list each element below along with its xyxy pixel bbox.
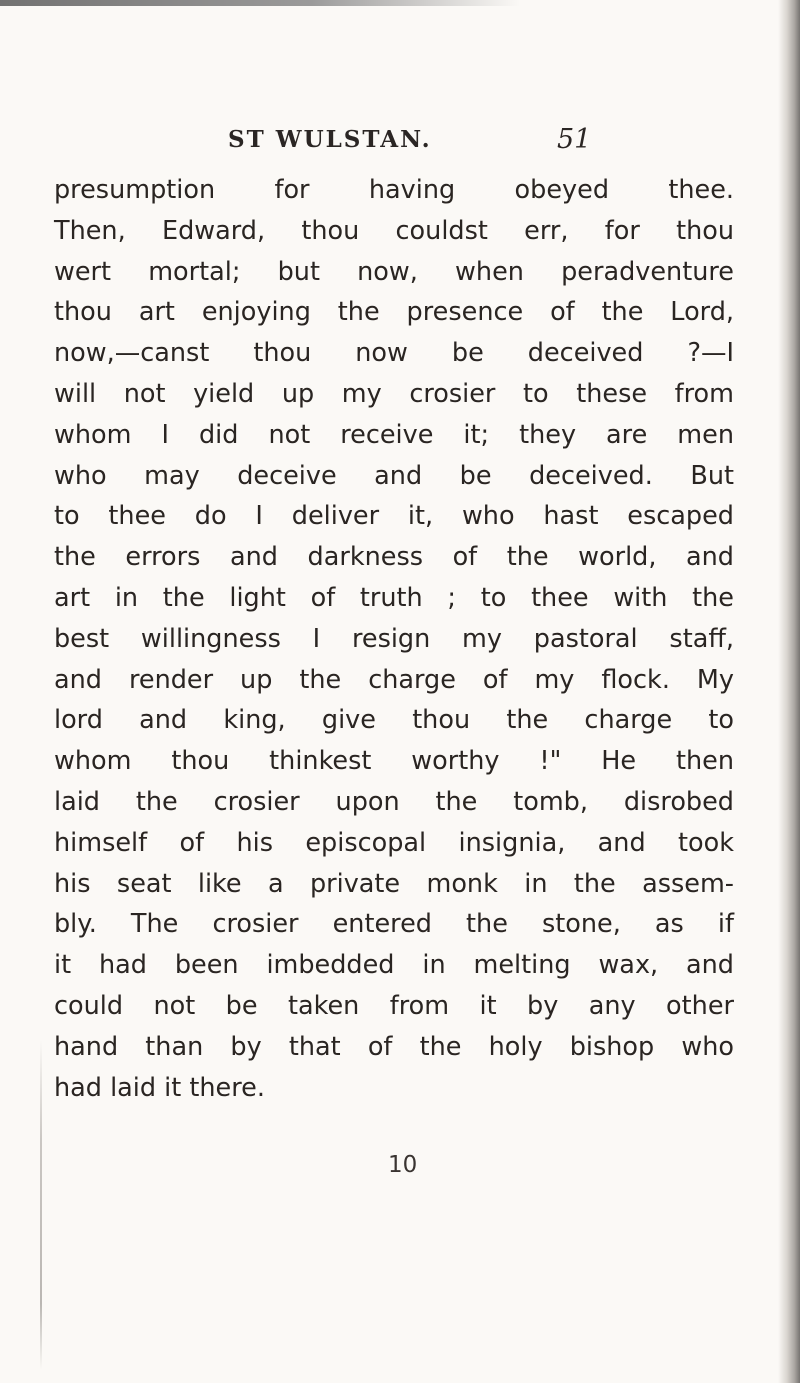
text-line: art in the light of truth ; to thee with the bbox=[54, 582, 734, 613]
text-line: to thee do I deliver it, who hast escaped bbox=[54, 501, 734, 532]
text-line: will not yield up my crosier to these from bbox=[54, 378, 734, 409]
text-line: could not be taken from it by any other bbox=[54, 990, 734, 1021]
text-line: the errors and darkness of the world, and bbox=[54, 542, 734, 573]
signature-mark: 10 bbox=[388, 1152, 418, 1178]
page-gutter-mark bbox=[40, 1040, 42, 1370]
page-number: 51 bbox=[557, 124, 592, 155]
text-line: whom thou thinkest worthy !" He then bbox=[54, 746, 734, 777]
text-line: Then, Edward, thou couldst err, for thou bbox=[54, 215, 734, 246]
text-line: laid the crosier upon the tomb, disrobed bbox=[54, 786, 734, 817]
text-line: thou art enjoying the presence of the Lord, bbox=[54, 297, 734, 328]
text-line: whom I did not receive it; they are men bbox=[54, 419, 734, 450]
text-line: bly. The crosier entered the stone, as if bbox=[54, 909, 734, 940]
text-line: had laid it there. bbox=[54, 1072, 265, 1103]
text-line: himself of his episcopal insignia, and took bbox=[54, 827, 734, 858]
text-line: who may deceive and be deceived. But bbox=[54, 460, 734, 491]
text-line: his seat like a private monk in the assem- bbox=[54, 868, 734, 899]
page-top-shadow bbox=[0, 0, 520, 6]
running-title: ST WULSTAN. bbox=[228, 126, 432, 153]
text-line: lord and king, give thou the charge to bbox=[54, 705, 734, 736]
text-line: now,—canst thou now be deceived ?—I bbox=[54, 338, 734, 369]
text-line: presumption for having obeyed thee. bbox=[54, 175, 734, 205]
text-line: wert mortal; but now, when peradventure bbox=[54, 256, 734, 287]
text-line: and render up the charge of my flock. My bbox=[54, 664, 734, 695]
text-line: it had been imbedded in melting wax, and bbox=[54, 950, 734, 981]
text-line: best willingness I resign my pastoral staff, bbox=[54, 623, 734, 654]
running-head bbox=[228, 126, 628, 162]
page-edge-shadow bbox=[778, 0, 800, 1383]
body-text bbox=[54, 170, 734, 1108]
text-line: hand than by that of the holy bishop who bbox=[54, 1031, 734, 1062]
